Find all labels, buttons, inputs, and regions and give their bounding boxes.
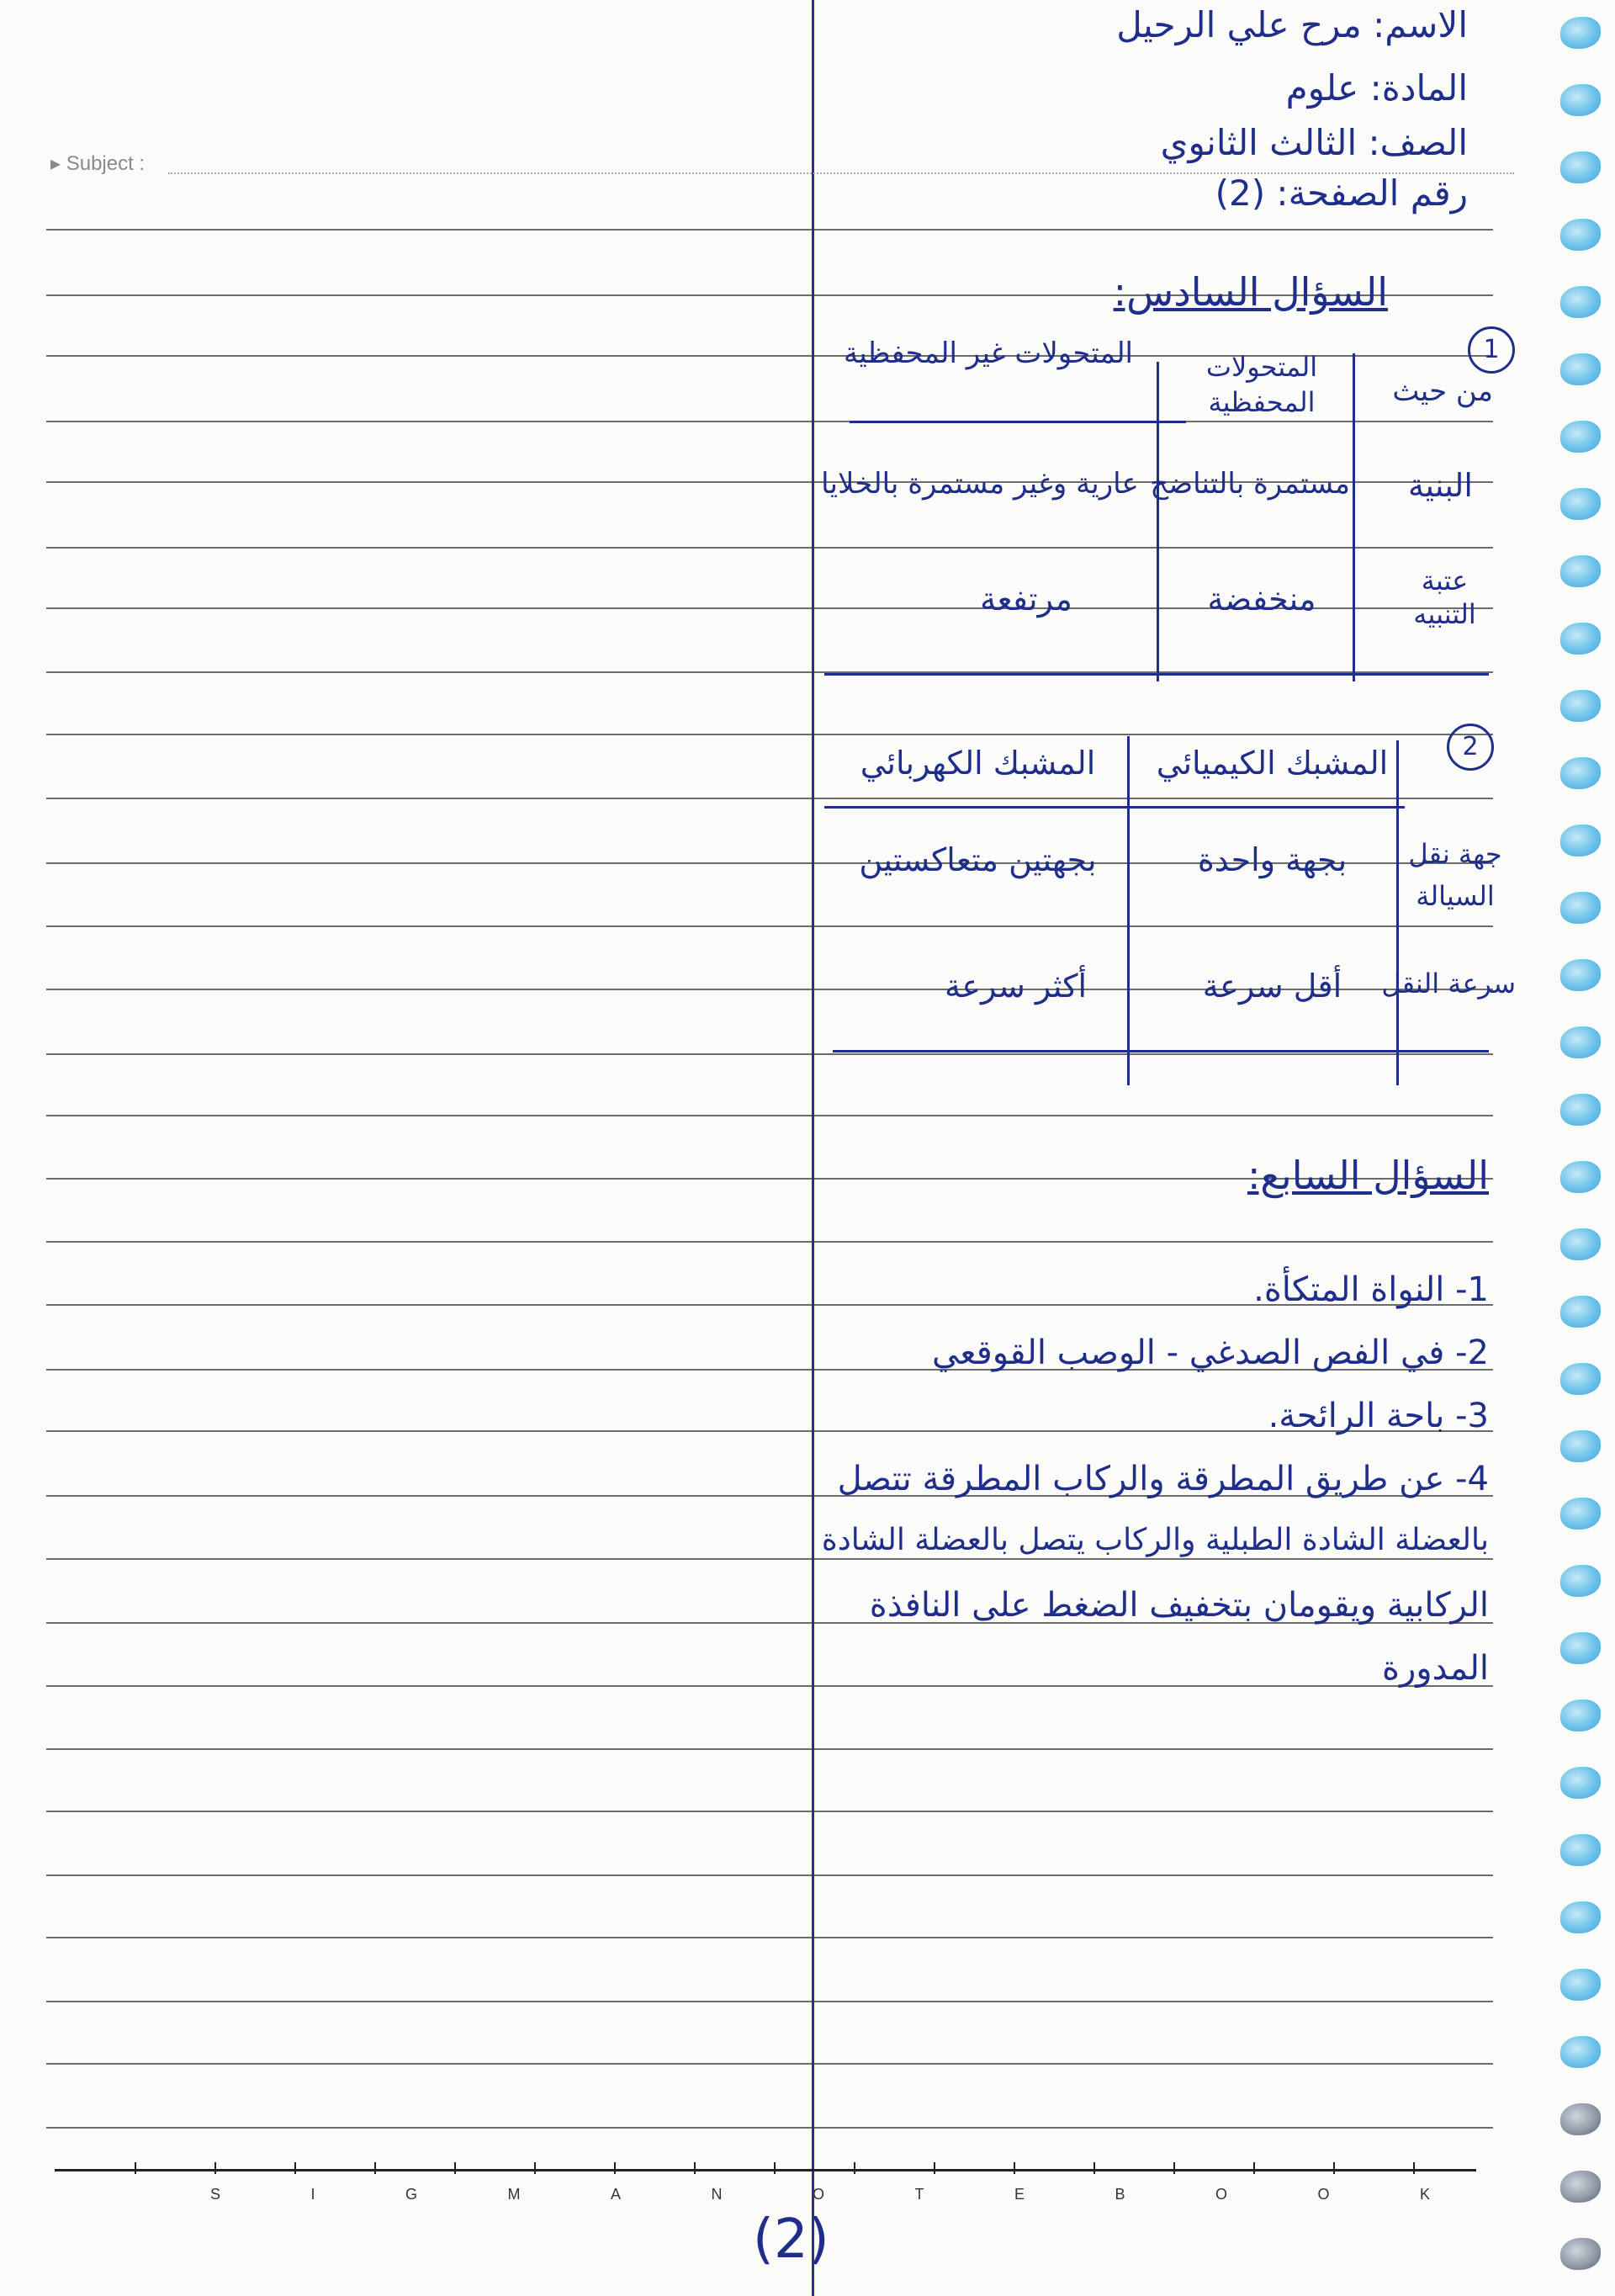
spiral-ring (1560, 219, 1601, 251)
ruler-tick (1173, 2162, 1175, 2174)
table1-row1-conservative: مستمرة بالتناضح (1150, 467, 1350, 501)
part1-number: 1 (1468, 326, 1515, 374)
student-name: الاسم: مرح علي الرحيل (1116, 4, 1468, 45)
brand-letter: N (711, 2186, 723, 2203)
spiral-ring (1560, 2171, 1601, 2203)
ruler-tick (454, 2162, 456, 2174)
spiral-ring (1560, 1699, 1601, 1731)
table2-row2-label: سرعة النقل (1381, 968, 1516, 1000)
ruled-line (46, 1241, 1493, 1243)
page-number-header: رقم الصفحة: (2) (1215, 172, 1468, 214)
ruled-line (46, 1115, 1493, 1116)
spiral-ring (1560, 623, 1601, 655)
table1-divider (1353, 353, 1355, 681)
brand-letter: T (914, 2186, 924, 2203)
table1-row2-nonconservative: مرتفعة (980, 581, 1072, 618)
ruled-line (46, 229, 1493, 231)
brand-letter: O (1215, 2186, 1227, 2203)
class-name: الصف: الثالث الثانوي (1160, 122, 1468, 163)
spiral-ring (1560, 555, 1601, 587)
table2-row2-electrical: أكثر سرعة (944, 968, 1087, 1005)
table2-row2-chemical: أقل سرعة (1202, 968, 1342, 1005)
ruler-tick (614, 2162, 616, 2174)
table2-header-line (824, 806, 1405, 809)
spiral-ring (1560, 1969, 1601, 2001)
ruled-line (46, 1874, 1493, 1876)
margin-line (812, 0, 814, 2296)
part2-number: 2 (1447, 724, 1494, 771)
spiral-ring (1560, 892, 1601, 924)
answer-3: 3- باحة الرائحة. (1268, 1397, 1489, 1435)
answer-4-line4: المدورة (1381, 1649, 1489, 1688)
ruled-line (46, 1748, 1493, 1750)
answer-1: 1- النواة المتكأة. (1253, 1270, 1489, 1309)
table2-row1-chemical: بجهة واحدة (1197, 841, 1348, 878)
answer-4-line2: بالعضلة الشادة الطبلية والركاب يتصل بالعضلة الشادة (821, 1523, 1489, 1557)
table2-divider (1127, 736, 1130, 1085)
spiral-ring (1560, 1767, 1601, 1799)
brand-sigma-notebook (210, 2186, 1430, 2203)
table1-corner: من حيث (1392, 374, 1493, 408)
page-number-footer: (2) (753, 2209, 829, 2271)
answer-2: 2- في الفص الصدغي - الوصب القوقعي (931, 1334, 1489, 1372)
ruler-tick (774, 2162, 776, 2174)
ruler-tick (294, 2162, 296, 2174)
ruled-line (46, 925, 1493, 927)
bottom-ruler (55, 2169, 1476, 2171)
ruler-tick (694, 2162, 696, 2174)
spiral-ring (1560, 2036, 1601, 2068)
brand-letter: E (1014, 2186, 1025, 2203)
brand-letter: O (812, 2186, 824, 2203)
spiral-ring (1560, 757, 1601, 789)
spiral-ring (1560, 1565, 1601, 1597)
brand-letter: A (610, 2186, 621, 2203)
ruled-line (46, 2127, 1493, 2129)
answer-4-line3: الركابية ويقومان بتخفيف الضغط على النافذة (869, 1586, 1489, 1625)
spiral-ring (1560, 286, 1601, 318)
spiral-ring (1560, 1026, 1601, 1058)
spiral-ring (1560, 1363, 1601, 1395)
table1-row1-nonconservative: عارية وغير مستمرة بالخلايا (821, 467, 1139, 501)
spiral-ring (1560, 2238, 1601, 2270)
spiral-ring (1560, 17, 1601, 49)
spiral-ring (1560, 2103, 1601, 2135)
table1-col-conservative: المتحولات المحفظية (1205, 351, 1318, 418)
answer-4-line1: 4- عن طريق المطرقة والركاب المطرقة تتصل (837, 1460, 1489, 1498)
table1-divider (1157, 362, 1159, 681)
spiral-ring (1560, 1296, 1601, 1328)
ruler-tick (534, 2162, 536, 2174)
ruler-tick (1333, 2162, 1335, 2174)
ruled-line (46, 798, 1493, 799)
spiral-ring (1560, 151, 1601, 183)
brand-letter: O (1317, 2186, 1330, 2203)
spiral-ring (1560, 353, 1601, 385)
spiral-ring (1560, 1632, 1601, 1664)
spiral-ring (1560, 1094, 1601, 1126)
brand-letter: B (1115, 2186, 1125, 2203)
ruled-line (46, 547, 1493, 549)
brand-letter: K (1419, 2186, 1430, 2203)
subject-label: ▸ Subject : (50, 152, 146, 175)
table1-row1-label: البنية (1408, 467, 1473, 504)
brand-letter: G (405, 2186, 418, 2203)
table2-bottom-line (833, 1050, 1489, 1053)
spiral-ring (1560, 1161, 1601, 1193)
ruled-line (46, 734, 1493, 735)
ruler-tick (854, 2162, 855, 2174)
question7-title: السؤال السابع: (1247, 1153, 1489, 1198)
table1-header-line (850, 421, 1186, 423)
spiral-ring (1560, 421, 1601, 453)
ruler-tick (1413, 2162, 1415, 2174)
table1-row2-label: عتبة التنبيه (1413, 565, 1476, 630)
spiral-ring (1560, 1430, 1601, 1462)
table1-row2-conservative: منخفضة (1207, 581, 1316, 618)
table2-col-electrical: المشبك الكهربائي (860, 745, 1096, 782)
table1-bottom-line (824, 673, 1489, 676)
ruler-tick (1014, 2162, 1015, 2174)
table1-col-nonconservative: المتحولات غير المحفظية (843, 337, 1134, 370)
ruled-line (46, 1937, 1493, 1938)
spiral-ring (1560, 825, 1601, 856)
spiral-ring (1560, 84, 1601, 116)
ruled-line (46, 421, 1493, 422)
spiral-ring (1560, 1498, 1601, 1530)
ruled-line (46, 1811, 1493, 1812)
brand-letter: M (507, 2186, 521, 2203)
brand-letter: I (310, 2186, 315, 2203)
spiral-ring (1560, 1901, 1601, 1933)
table2-col-chemical: المشبك الكيميائي (1156, 745, 1389, 782)
question6-title: السؤال السادس: (1113, 269, 1388, 315)
ruled-line (46, 2063, 1493, 2065)
ruler-tick (135, 2162, 136, 2174)
ruler-tick (214, 2162, 216, 2174)
ruled-line (46, 1558, 1493, 1560)
table2-row1-label: جهة نقل السيالة (1408, 838, 1502, 912)
table2-divider (1396, 740, 1399, 1085)
spiral-ring (1560, 1228, 1601, 1260)
spiral-ring (1560, 1834, 1601, 1866)
ruler-tick (374, 2162, 376, 2174)
ruler-tick (934, 2162, 935, 2174)
ruled-line (46, 1053, 1493, 1055)
spiral-ring (1560, 488, 1601, 520)
ruler-tick (1093, 2162, 1095, 2174)
ruler-tick (1253, 2162, 1255, 2174)
brand-letter: S (210, 2186, 221, 2203)
subject-name: المادة: علوم (1285, 67, 1468, 109)
spiral-ring (1560, 690, 1601, 722)
spiral-ring (1560, 959, 1601, 991)
table2-row1-electrical: بجهتين متعاكستين (859, 841, 1097, 878)
ruled-line (46, 1685, 1493, 1687)
ruled-line (46, 2001, 1493, 2002)
